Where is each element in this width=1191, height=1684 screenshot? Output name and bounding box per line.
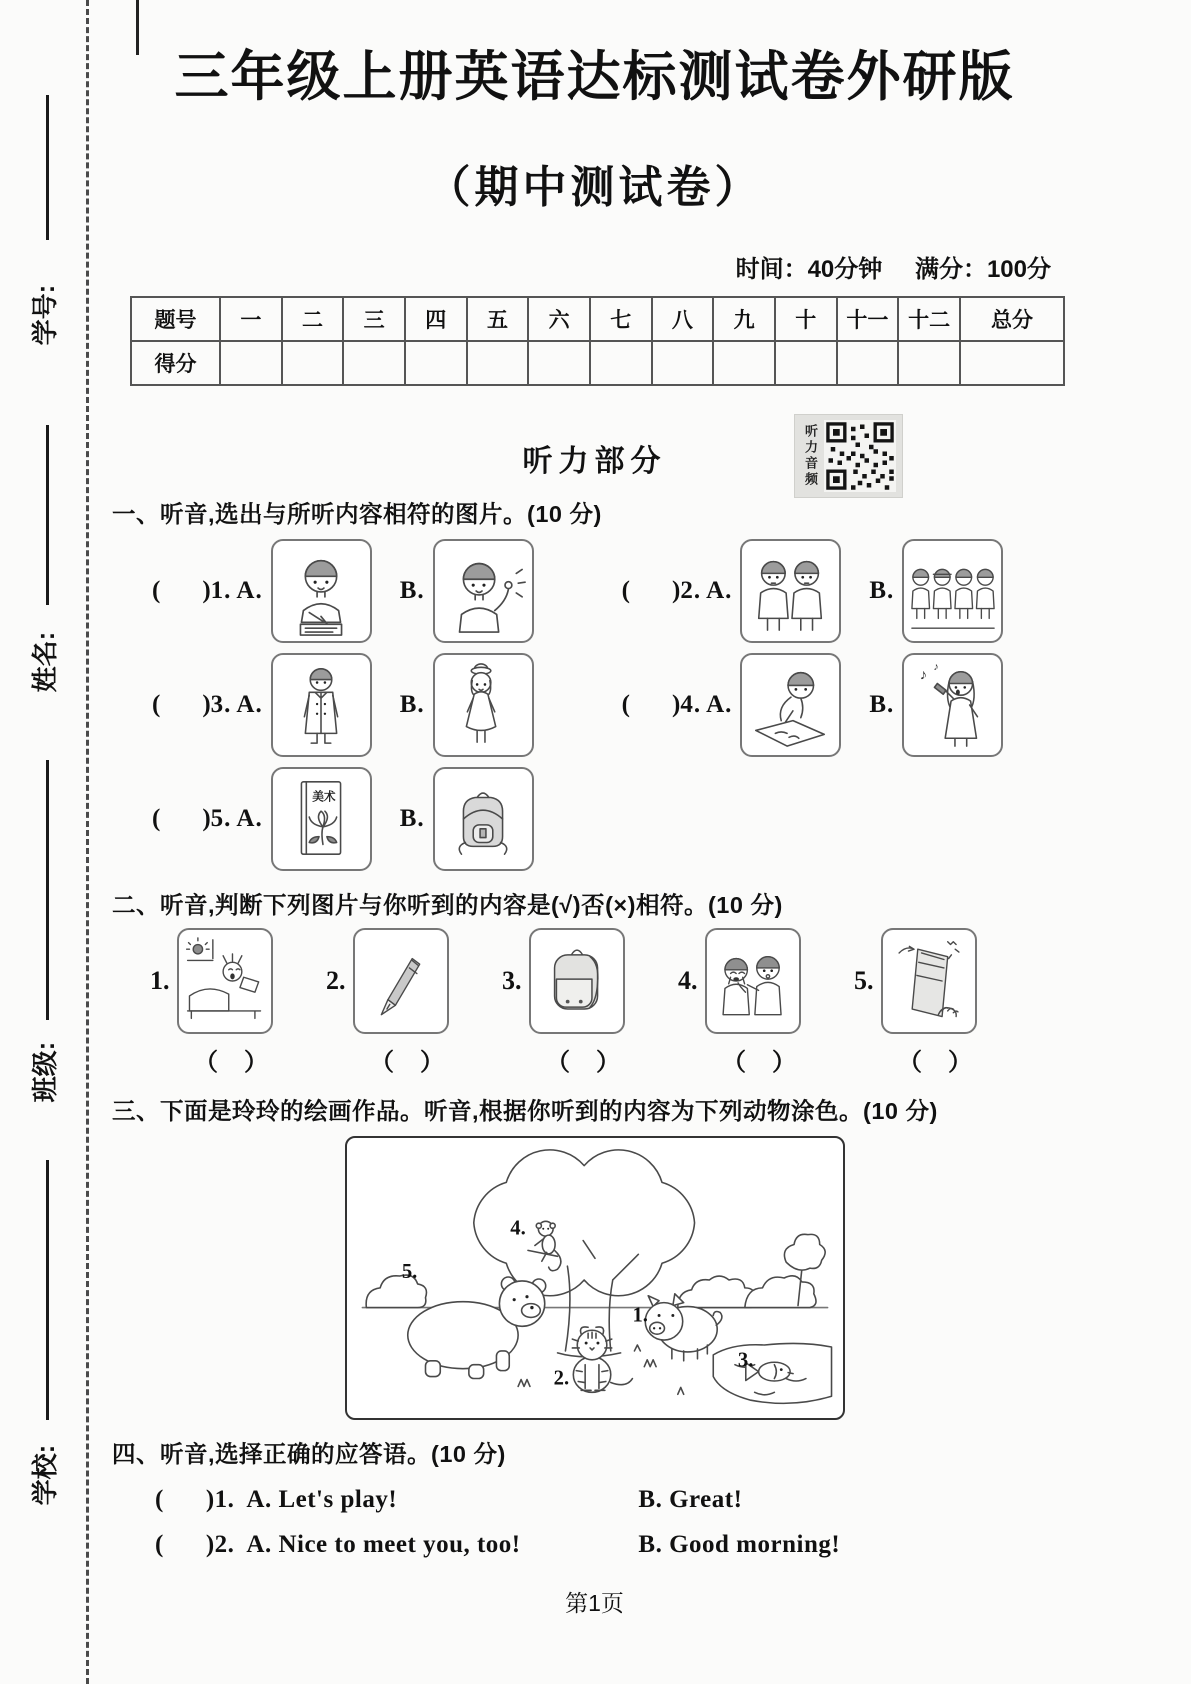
four-boys-illustration [908,543,998,639]
paper-subtitle: （期中测试卷） [426,163,763,212]
response-option-b: B. Great! [638,1486,743,1513]
paper-content [112,0,1077,1618]
qr-code [824,420,896,492]
animals-scene-illustration [351,1142,839,1414]
art-book-title: 美术 [312,790,336,804]
paper-title: 三年级上册英语达标测试卷外研版 [174,47,1015,107]
exam-meta [112,249,1077,284]
question-number: 3. [210,691,232,718]
score-table-score-row [131,341,1064,385]
backpack-illustration [438,771,528,867]
music-note-icon: ♪ [933,660,939,673]
child-writing-illustration [276,543,366,639]
item2-answer-paren: （ ） [370,1050,444,1076]
pig-number-label: 1. [632,1304,648,1327]
option-a-label: A. [706,577,733,604]
option-b-label: B. [399,577,425,604]
score-cell-empty [528,341,590,385]
listening-question-5 [152,767,534,871]
section2-heading: 二、听音,判断下列图片与你听到的内容是(√)否(×)相符。(10 分) [112,892,783,918]
score-col: 一 [220,297,282,341]
score-cell-empty [652,341,714,385]
question-number: 2. [680,577,702,604]
section2-item-1 [150,928,286,1077]
question-number: 1. [210,577,232,604]
section1-row2 [112,653,1077,757]
item1-answer-paren: （ ） [194,1050,268,1076]
item-number: 1. [150,966,170,995]
score-col: 五 [467,297,529,341]
item-number: 2. [326,966,346,995]
q5-option-a-image [271,767,372,871]
item1-image [177,928,273,1034]
score-col: 八 [652,297,714,341]
response-option-a: A. Nice to meet you, too! [246,1531,521,1558]
girl-in-dress-illustration [438,657,528,753]
score-col: 十二 [898,297,960,341]
art-textbook-illustration [276,771,366,867]
option-a-label: A. [236,805,263,832]
question-number: 2. [214,1531,235,1558]
score-col-total: 总分 [960,297,1064,341]
answer-paren [155,1531,215,1559]
score-cell-empty [960,341,1064,385]
score-col: 二 [282,297,344,341]
paren-close: ) [671,691,681,718]
score-cell-empty [837,341,899,385]
closing-book-illustration [886,933,972,1029]
paren-close: ) [202,805,211,832]
bear-number-label: 5. [401,1261,418,1283]
paren-open: ( [152,691,161,718]
option-a-label: A. [706,691,733,718]
animal-drawing-scene [345,1136,845,1420]
answer-paren [155,1486,215,1514]
bear-illustration [408,1277,546,1379]
answer-paren [152,805,211,833]
monkey-number-label: 4. [510,1217,526,1240]
score-table [130,296,1065,386]
q4-option-a-image [740,653,841,757]
crying-boy-and-friend-illustration [710,933,796,1029]
small-tree [784,1234,825,1270]
score-cell-empty [775,341,837,385]
fish-number-label: 3. [737,1349,754,1372]
item-number: 5. [854,966,874,995]
girl-waking-in-bed-illustration [182,933,268,1029]
fountain-pen-illustration [358,933,444,1029]
score-cell-empty [590,341,652,385]
item3-image [529,928,625,1034]
listening-audio-qr-block [795,415,902,497]
score-cell-empty [220,341,282,385]
qr-label: 听力音频 [803,424,818,488]
section1-row3 [112,767,1077,871]
school-write-line [46,1160,49,1420]
q1-option-b-image [433,539,534,643]
score-col: 三 [343,297,405,341]
section1-heading: 一、听音,选出与所听内容相符的图片。(10 分) [112,501,602,527]
paren-close: ) [202,577,211,604]
score-cell-empty [343,341,405,385]
score-col: 六 [528,297,590,341]
left-bush [366,1275,426,1308]
paren-open: ( [621,577,630,604]
section1-row1 [112,539,1077,643]
paren-open: ( [152,805,161,832]
section4-heading: 四、听音,选择正确的应答语。(10 分) [112,1441,506,1467]
music-note-icon: ♪ [919,667,927,684]
section2-item-3 [502,928,638,1077]
binding-dashed-line [86,0,89,1684]
paren-close: ) [205,1486,215,1513]
paren-close: ) [671,577,681,604]
response-option-a: A. Let's play! [246,1486,398,1513]
score-cell-empty [898,341,960,385]
student-id-label: 学号: [30,284,60,346]
paren-open: ( [621,691,630,718]
item5-answer-paren: （ ） [898,1050,972,1076]
item2-image [353,928,449,1034]
question-number: 4. [680,691,702,718]
option-b-label: B. [399,805,425,832]
section2-item-4 [678,928,814,1077]
score-cell-empty [405,341,467,385]
score-cell-empty [282,341,344,385]
school-label: 学校: [30,1444,60,1506]
class-write-line [46,760,49,1020]
paren-close: ) [202,691,211,718]
score-col: 七 [590,297,652,341]
score-cell-empty [467,341,529,385]
q2-option-a-image [740,539,841,643]
child-waving-illustration [438,543,528,639]
answer-paren [622,691,681,719]
student-id-write-line [46,95,49,240]
score-table-header-row [131,297,1064,341]
q3-option-a-image [271,653,372,757]
paren-close: ) [205,1531,215,1558]
score-col: 十 [775,297,837,341]
page-number: 第1页 [565,1590,624,1616]
listening-question-1 [152,539,534,643]
item3-answer-paren: （ ） [546,1050,620,1076]
listening-question-3 [152,653,534,757]
q2-option-b-image [902,539,1003,643]
listening-question-4 [622,653,1004,757]
score-col: 十一 [837,297,899,341]
item-number: 4. [678,966,698,995]
item5-image [881,928,977,1034]
item-number: 3. [502,966,522,995]
name-label: 姓名: [30,631,60,693]
paren-open: ( [152,577,161,604]
item4-answer-paren: （ ） [722,1050,796,1076]
score-table-score-label: 得分 [131,341,220,385]
girl-singing-illustration [908,657,998,753]
score-table-qnum-label: 题号 [131,297,220,341]
option-b-label: B. [399,691,425,718]
name-write-line [46,425,49,605]
boy-in-coat-illustration [276,657,366,753]
score-col: 九 [713,297,775,341]
section4-question-2 [155,1531,1077,1559]
section3-heading: 三、下面是玲玲的绘画作品。听音,根据你听到的内容为下列动物涂色。(10 分) [112,1098,938,1124]
question-number: 5. [210,805,232,832]
option-b-label: B. [869,577,895,604]
two-boys-illustration [746,543,836,639]
option-b-label: B. [869,691,895,718]
item4-image [705,928,801,1034]
time-info: 时间：40分钟 [735,256,883,283]
q5-option-b-image [433,767,534,871]
answer-paren [622,577,681,605]
paren-open: ( [155,1531,164,1558]
tiger-illustration [572,1327,632,1392]
section2-item-5 [854,928,990,1077]
option-a-label: A. [236,691,263,718]
score-col: 四 [405,297,467,341]
section4-question-1 [155,1486,1077,1514]
section2-items [150,928,1077,1077]
answer-paren [152,691,211,719]
section2-item-2 [326,928,462,1077]
response-option-b: B. Good morning! [638,1531,841,1558]
q3-option-b-image [433,653,534,757]
question-number: 1. [214,1486,235,1513]
listening-question-2 [622,539,1004,643]
option-a-label: A. [236,577,263,604]
q4-option-b-image [902,653,1003,757]
tiger-number-label: 2. [553,1367,570,1390]
full-score-info: 满分：100分 [914,256,1051,283]
paren-open: ( [155,1486,164,1513]
listening-part-heading: 听力部分 [522,445,667,478]
answer-paren [152,577,211,605]
schoolbag-illustration [534,933,620,1029]
q1-option-a-image [271,539,372,643]
score-cell-empty [713,341,775,385]
boy-drawing-illustration [746,657,836,753]
class-label: 班级: [30,1041,60,1103]
